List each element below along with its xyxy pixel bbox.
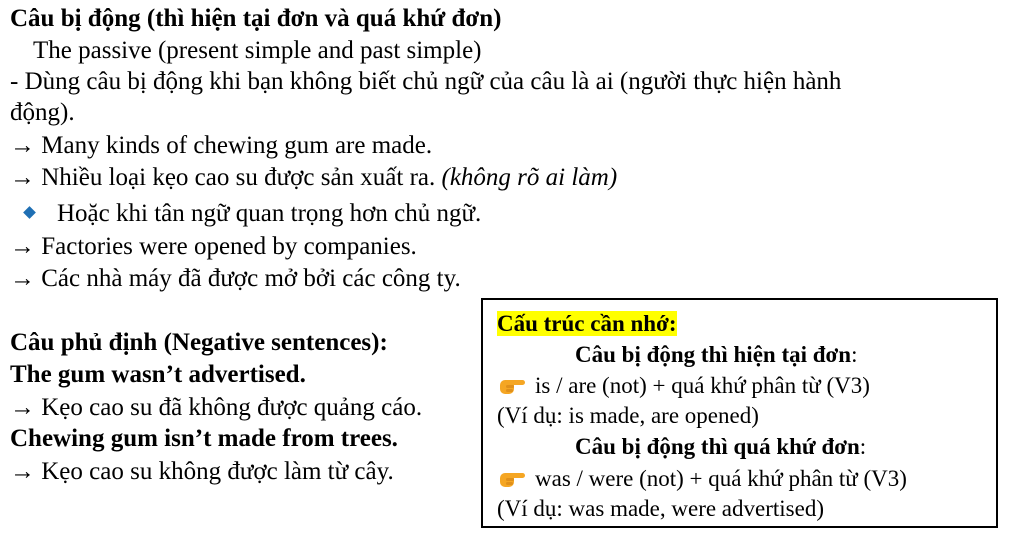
- negative-translation-2: → Kẹo cao su không được làm từ cây.: [10, 458, 394, 485]
- pointing-hand-icon: [497, 374, 527, 396]
- structure-heading-text: Cấu trúc cần nhớ:: [497, 311, 677, 336]
- past-passive-title: [575, 433, 866, 461]
- present-title-text: Câu bị động thì hiện tại đơn: [575, 342, 852, 367]
- bullet-text: Hoặc khi tân ngữ quan trọng hơn chủ ngữ.: [57, 200, 482, 227]
- example-1-translation: → Nhiều loại kẹo cao su được sản xuất ra.: [10, 164, 436, 191]
- present-title-colon: :: [851, 342, 858, 367]
- negative-sentence-2: Chewing gum isn’t made from trees.: [10, 425, 398, 452]
- negative-title: Câu phủ định (Negative sentences):: [10, 329, 388, 356]
- negative-translation-1: → Kẹo cao su đã không được quảng cáo.: [10, 394, 423, 421]
- present-formula-line: [497, 372, 870, 400]
- past-formula: was / were (not) + quá khứ phân từ (V3): [535, 466, 907, 491]
- example-1-note: (không rõ ai làm): [441, 164, 618, 191]
- pointing-hand-icon: [497, 467, 527, 489]
- negative-sentence-1: The gum wasn’t advertised.: [10, 361, 306, 388]
- past-example: (Ví dụ: was made, were advertised): [497, 496, 824, 521]
- diamond-bullet-icon: [23, 206, 36, 219]
- present-example: (Ví dụ: is made, are opened): [497, 403, 759, 428]
- past-title-colon: :: [859, 434, 867, 459]
- example-1-vietnamese: [10, 163, 617, 193]
- usage-line-1: - Dùng câu bị động khi bạn không biết chủ ngữ của câu là ai (người thực hiện hành: [10, 68, 842, 95]
- example-2-english: → Factories were opened by companies.: [10, 233, 417, 260]
- present-passive-title: [575, 341, 857, 369]
- usage-line-2: động).: [10, 99, 75, 126]
- example-1-english: → Many kinds of chewing gum are made.: [10, 132, 433, 159]
- section-subtitle: The passive (present simple and past simple): [33, 37, 482, 64]
- present-formula: is / are (not) + quá khứ phân từ (V3): [535, 373, 870, 398]
- past-formula-line: [497, 465, 907, 493]
- structure-box: [481, 298, 998, 528]
- structure-heading: [497, 310, 677, 338]
- past-title-text: Câu bị động thì quá khứ đơn: [575, 434, 860, 459]
- section-title: Câu bị động (thì hiện tại đơn và quá khứ đơn): [10, 5, 502, 32]
- example-2-vietnamese: → Các nhà máy đã được mở bởi các công ty.: [10, 265, 461, 292]
